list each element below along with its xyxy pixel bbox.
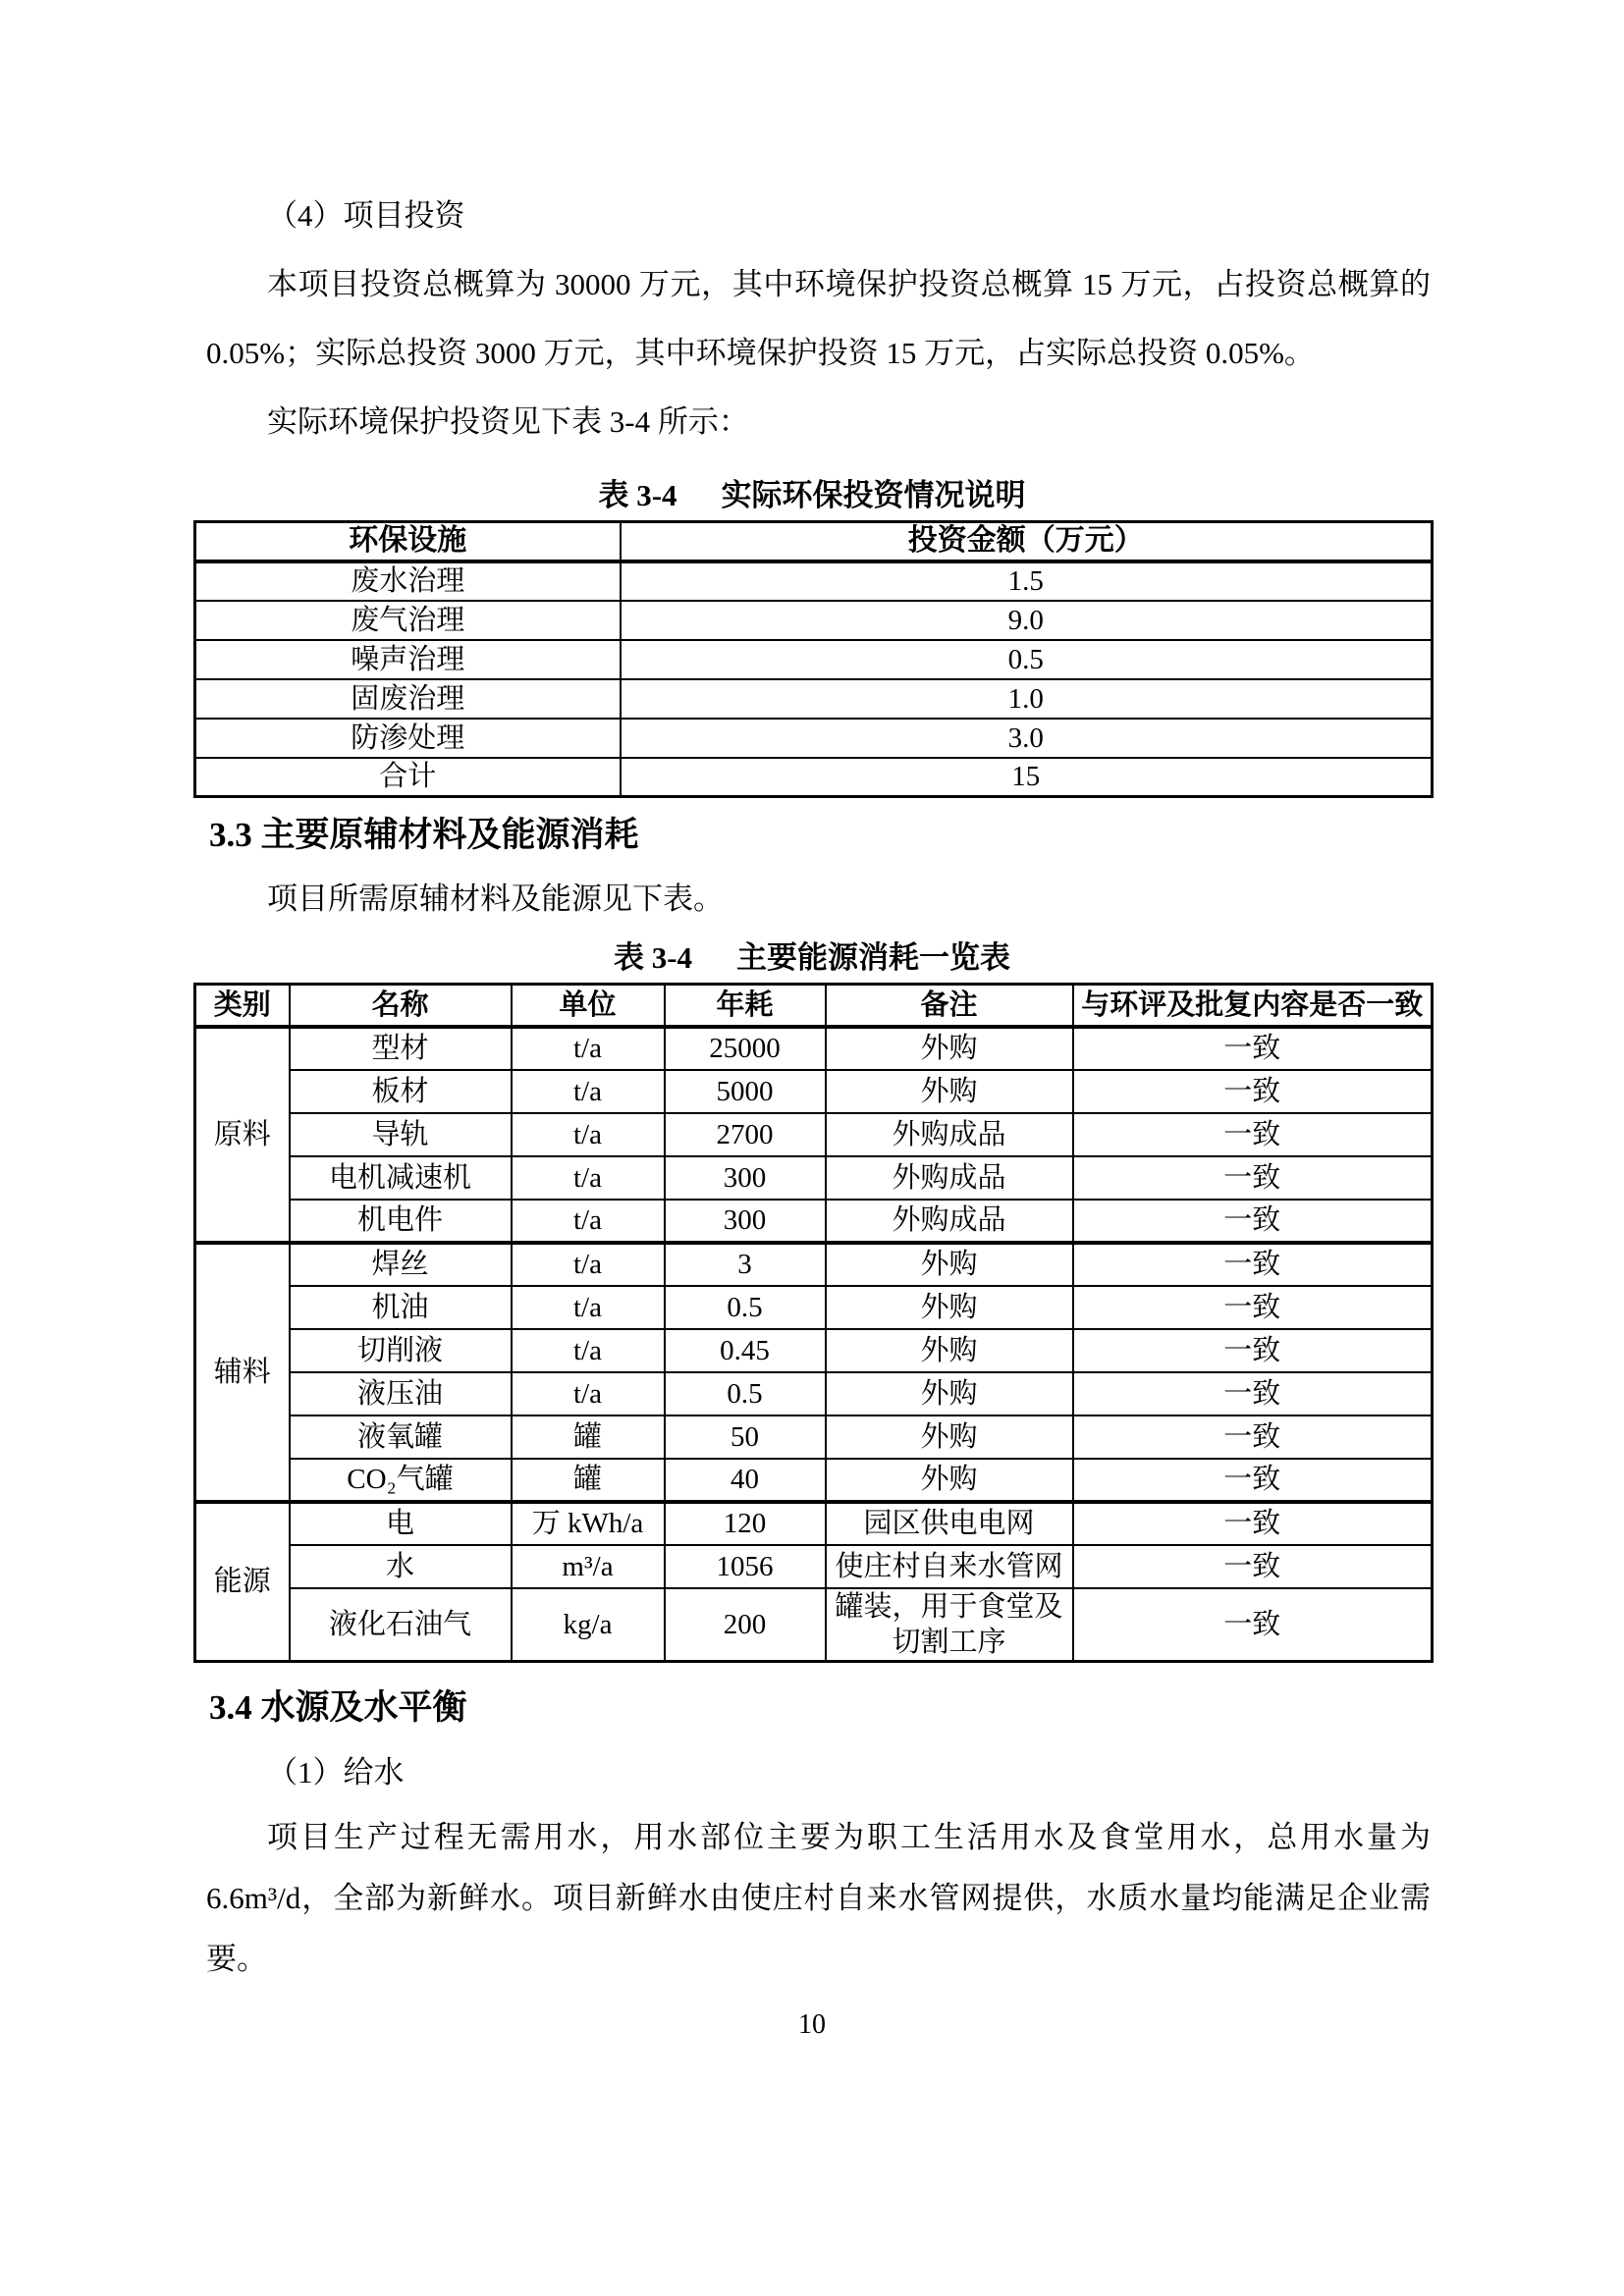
- table-cell: 外购: [826, 1070, 1073, 1113]
- invest-table-body: [195, 561, 1433, 797]
- table-cell: 外购: [826, 1243, 1073, 1286]
- table-cell: 50: [665, 1415, 826, 1459]
- table-cell: 1.0: [621, 679, 1433, 719]
- table-row: [195, 1459, 1433, 1502]
- table-cell: 外购成品: [826, 1113, 1073, 1156]
- table-cell: 罐: [512, 1415, 665, 1459]
- energy-table-caption-label: 表 3-4: [613, 940, 693, 975]
- table-row: [195, 1113, 1433, 1156]
- table-cell: 板材: [290, 1070, 512, 1113]
- energy-table: [193, 983, 1434, 1663]
- table-header-cell: 年耗: [665, 985, 826, 1027]
- table-cell: 机油: [290, 1286, 512, 1329]
- table-row: [195, 640, 1433, 679]
- subsection-heading-water-supply: （1）给水: [267, 1754, 405, 1789]
- table-cell: m³/a: [512, 1545, 665, 1588]
- table-cell: 外购: [826, 1459, 1073, 1502]
- table-cell: 3.0: [621, 719, 1433, 758]
- table-header-cell: 单位: [512, 985, 665, 1027]
- table-cell: 防渗处理: [195, 719, 621, 758]
- table-cell: 2700: [665, 1113, 826, 1156]
- category-cell: 辅料: [195, 1243, 290, 1502]
- table-row: [195, 1545, 1433, 1588]
- table-cell: 一致: [1073, 1545, 1433, 1588]
- table-cell: t/a: [512, 1070, 665, 1113]
- table-cell: t/a: [512, 1286, 665, 1329]
- table-row: [195, 1286, 1433, 1329]
- table-row: [195, 601, 1433, 640]
- table-cell: 一致: [1073, 1588, 1433, 1662]
- energy-table-caption: [193, 934, 1431, 983]
- energy-table-caption-title: 主要能源消耗一览表: [736, 940, 1011, 975]
- table-row: [195, 1588, 1433, 1662]
- table-cell: 一致: [1073, 1502, 1433, 1545]
- table-cell: kg/a: [512, 1588, 665, 1662]
- table-cell: t/a: [512, 1200, 665, 1243]
- table-header-cell: 名称: [290, 985, 512, 1027]
- table-cell: 9.0: [621, 601, 1433, 640]
- table-cell: 外购: [826, 1027, 1073, 1070]
- table-cell: 外购成品: [826, 1156, 1073, 1200]
- table-cell: 机电件: [290, 1200, 512, 1243]
- table-cell: 一致: [1073, 1243, 1433, 1286]
- table-row: [195, 561, 1433, 601]
- table-cell: 焊丝: [290, 1243, 512, 1286]
- section-heading-3-3: 3.3 主要原辅材料及能源消耗: [209, 816, 639, 854]
- table-row: [195, 1200, 1433, 1243]
- table-cell: 0.5: [621, 640, 1433, 679]
- table-cell: CO₂气罐: [290, 1459, 512, 1502]
- table-cell: 0.5: [665, 1286, 826, 1329]
- table-cell: 罐装，用于食堂及切割工序: [826, 1588, 1073, 1662]
- table-cell: 外购: [826, 1372, 1073, 1415]
- table-header-cell: 备注: [826, 985, 1073, 1027]
- table-row: [195, 1329, 1433, 1372]
- table-cell: 0.45: [665, 1329, 826, 1372]
- table-cell: 合计: [195, 758, 621, 797]
- table-cell: 液氧罐: [290, 1415, 512, 1459]
- subsection-heading-project-investment: （4）项目投资: [267, 198, 465, 233]
- table-cell: 5000: [665, 1070, 826, 1113]
- table-cell: 液化石油气: [290, 1588, 512, 1662]
- paragraph-water-supply: 项目生产过程无需用水，用水部位主要为职工生活用水及食堂用水，总用水量为 6.6m³/d，全部为新鲜水。项目新鲜水由使庄村自来水管网提供，水质水量均能满足企业需要。: [206, 1819, 1431, 1976]
- table-cell: 一致: [1073, 1156, 1433, 1200]
- table-cell: t/a: [512, 1156, 665, 1200]
- table-row: [195, 1502, 1433, 1545]
- table-cell: 一致: [1073, 1113, 1433, 1156]
- table-cell: 固废治理: [195, 679, 621, 719]
- table-cell: 型材: [290, 1027, 512, 1070]
- table-cell: 一致: [1073, 1200, 1433, 1243]
- paragraph-energy-intro: 项目所需原辅材料及能源见下表。: [267, 881, 724, 916]
- table-cell: 罐: [512, 1459, 665, 1502]
- table-cell: t/a: [512, 1329, 665, 1372]
- table-row: [195, 679, 1433, 719]
- paragraph-invest-table-intro: 实际环境保护投资见下表 3-4 所示：: [267, 404, 749, 439]
- table-cell: 导轨: [290, 1113, 512, 1156]
- page-number: 10: [798, 2008, 826, 2040]
- table-cell: 一致: [1073, 1459, 1433, 1502]
- table-cell: 液压油: [290, 1372, 512, 1415]
- table-row: [195, 1070, 1433, 1113]
- table-header-cell: 环保设施: [195, 522, 621, 561]
- table-cell: 1.5: [621, 561, 1433, 601]
- paragraph-investment-overview: 本项目投资总概算为 30000 万元，其中环境保护投资总概算 15 万元，占投资总概算的 0.05%；实际总投资 3000 万元，其中环境保护投资 15 万元，占实际总投资 0.05%。: [206, 267, 1431, 370]
- table-cell: 使庄村自来水管网: [826, 1545, 1073, 1588]
- invest-table-caption-title: 实际环保投资情况说明: [721, 478, 1026, 512]
- table-header-cell: 类别: [195, 985, 290, 1027]
- table-cell: 外购: [826, 1329, 1073, 1372]
- table-cell: 电机减速机: [290, 1156, 512, 1200]
- table-row: [195, 1027, 1433, 1070]
- table-header-row: [195, 522, 1433, 561]
- table-cell: 一致: [1073, 1027, 1433, 1070]
- table-cell: 0.5: [665, 1372, 826, 1415]
- table-cell: 200: [665, 1588, 826, 1662]
- category-cell: 原料: [195, 1027, 290, 1243]
- table-cell: 噪声治理: [195, 640, 621, 679]
- table-cell: 一致: [1073, 1415, 1433, 1459]
- table-cell: 一致: [1073, 1286, 1433, 1329]
- table-header-cell: 与环评及批复内容是否一致: [1073, 985, 1433, 1027]
- table-cell: t/a: [512, 1372, 665, 1415]
- invest-table: [193, 520, 1434, 798]
- table-cell: 一致: [1073, 1329, 1433, 1372]
- table-cell: 1056: [665, 1545, 826, 1588]
- section-heading-3-4: 3.4 水源及水平衡: [209, 1687, 467, 1727]
- invest-table-caption: [193, 471, 1431, 520]
- table-cell: 电: [290, 1502, 512, 1545]
- table-cell: 外购: [826, 1286, 1073, 1329]
- table-header-cell: 投资金额（万元）: [621, 522, 1433, 561]
- table-cell: 园区供电电网: [826, 1502, 1073, 1545]
- table-row: [195, 1372, 1433, 1415]
- table-cell: 一致: [1073, 1372, 1433, 1415]
- table-cell: 外购成品: [826, 1200, 1073, 1243]
- table-cell: 切削液: [290, 1329, 512, 1372]
- table-cell: 废水治理: [195, 561, 621, 601]
- table-header-row: [195, 985, 1433, 1027]
- table-cell: 3: [665, 1243, 826, 1286]
- table-cell: t/a: [512, 1113, 665, 1156]
- table-row: [195, 1415, 1433, 1459]
- table-row: [195, 1156, 1433, 1200]
- table-cell: 300: [665, 1156, 826, 1200]
- table-row: [195, 758, 1433, 797]
- table-cell: t/a: [512, 1027, 665, 1070]
- table-cell: 水: [290, 1545, 512, 1588]
- table-cell: t/a: [512, 1243, 665, 1286]
- table-row: [195, 1243, 1433, 1286]
- table-cell: 一致: [1073, 1070, 1433, 1113]
- table-cell: 15: [621, 758, 1433, 797]
- table-cell: 120: [665, 1502, 826, 1545]
- invest-table-caption-label: 表 3-4: [598, 478, 677, 512]
- energy-table-body: [195, 1027, 1433, 1662]
- table-cell: 300: [665, 1200, 826, 1243]
- table-cell: 外购: [826, 1415, 1073, 1459]
- table-cell: 废气治理: [195, 601, 621, 640]
- table-cell: 25000: [665, 1027, 826, 1070]
- table-row: [195, 719, 1433, 758]
- table-cell: 40: [665, 1459, 826, 1502]
- category-cell: 能源: [195, 1502, 290, 1662]
- table-cell: 万 kWh/a: [512, 1502, 665, 1545]
